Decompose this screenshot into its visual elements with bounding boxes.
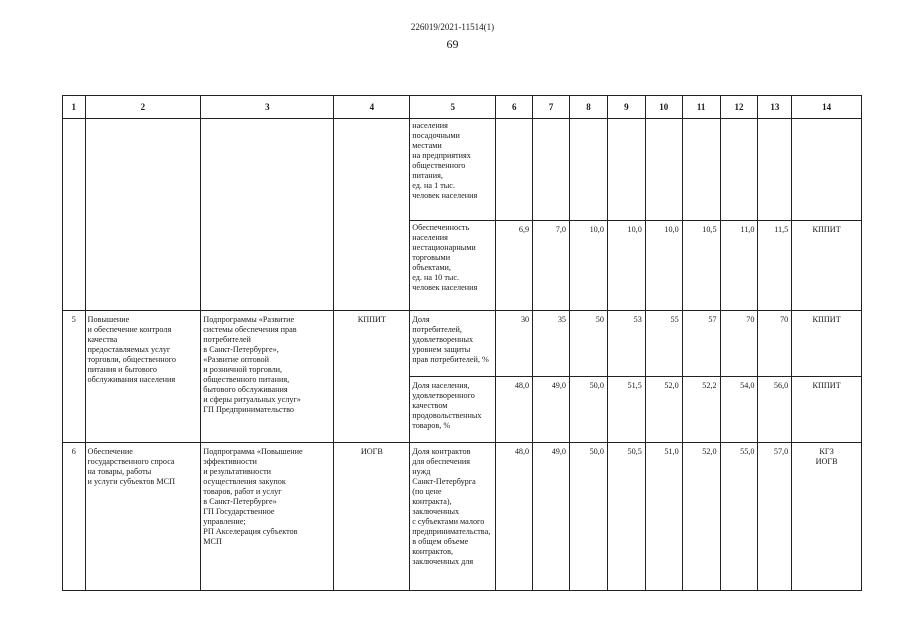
- cell-num: 5: [63, 311, 86, 443]
- col-header: 6: [496, 96, 533, 119]
- cell-num: [63, 119, 86, 311]
- cell-value: 49,0: [533, 443, 570, 591]
- cell-value: 50: [570, 311, 608, 377]
- table-row: [63, 119, 862, 221]
- cell-indicator: Доля населения, удовлетворенного качеством продовольственных товаров, %: [410, 377, 496, 443]
- cell-value: 70: [758, 311, 792, 377]
- col-header: 11: [682, 96, 720, 119]
- cell-indicator: населения посадочными местами на предприятиях общественного питания, ед. на 1 тыс. человек населения: [410, 119, 496, 221]
- col-header: 14: [792, 96, 862, 119]
- cell-value: 57,0: [758, 443, 792, 591]
- cell-value: 10,5: [682, 221, 720, 311]
- cell-responsible: КППИТ: [334, 311, 410, 443]
- cell-value: 52,2: [682, 377, 720, 443]
- cell-program: Подпрограммы «Развитие системы обеспечения прав потребителей в Санкт-Петербурге», «Развитие оптовой и розничной торговли, общественного питания, бытового обслуживания и сферы ритуальных услуг» ГП Предпринимательство: [201, 311, 334, 443]
- cell-value: 52,0: [645, 377, 682, 443]
- cell-value: 54,0: [720, 377, 758, 443]
- cell-indicator: Обеспеченность населения нестационарными торговыми объектами, ед. на 10 тыс. человек населения: [410, 221, 496, 311]
- cell-value: 70: [720, 311, 758, 377]
- cell-value: 10,0: [570, 221, 608, 311]
- col-header: 5: [410, 96, 496, 119]
- cell-value: 10,0: [645, 221, 682, 311]
- col-header: 12: [720, 96, 758, 119]
- table-row: [63, 311, 862, 377]
- col-header: 10: [645, 96, 682, 119]
- cell-indicator: Доля контрактов для обеспечения нужд Санкт-Петербурга (по цене контракта), заключенных с субъектами малого предпринимательства, в общем объеме контрактов, заключенных для: [410, 443, 496, 591]
- cell-value: 53: [607, 311, 645, 377]
- cell-value: 48,0: [496, 377, 533, 443]
- col-header: 2: [85, 96, 201, 119]
- document-id: 226019/2021-11514(1): [410, 22, 495, 32]
- col-header: 4: [334, 96, 410, 119]
- cell-value: 48,0: [496, 443, 533, 591]
- cell-responsible: ИОГВ: [334, 443, 410, 591]
- cell-num: 6: [63, 443, 86, 591]
- cell-executor: КППИТ: [792, 221, 862, 311]
- table-row: [63, 443, 862, 591]
- cell-value: 57: [682, 311, 720, 377]
- cell-value: 52,0: [682, 443, 720, 591]
- cell-value: 11,0: [720, 221, 758, 311]
- cell-value: 51,5: [607, 377, 645, 443]
- cell-value: 55,0: [720, 443, 758, 591]
- col-header: 9: [607, 96, 645, 119]
- cell-value: 49,0: [533, 377, 570, 443]
- cell-task: Обеспечение государственного спроса на товары, работы и услуги субъектов МСП: [85, 443, 201, 591]
- cell-value: 56,0: [758, 377, 792, 443]
- col-header: 8: [570, 96, 608, 119]
- cell-value: 6,9: [496, 221, 533, 311]
- cell-value: 10,0: [607, 221, 645, 311]
- cell-program: Подпрограмма «Повышение эффективности и результативности осуществления закупок товаров, работ и услуг в Санкт-Петербурге» ГП Государственное управление; РП Акселерация субъектов МСП: [201, 443, 334, 591]
- program-table: [62, 95, 862, 591]
- cell-value: 30: [496, 311, 533, 377]
- cell-responsible: [334, 119, 410, 311]
- cell-value: 11,5: [758, 221, 792, 311]
- cell-task: Повышение и обеспечение контроля качества предоставляемых услуг торговли, общественного питания и бытового обслуживания населения: [85, 311, 201, 443]
- col-header: 13: [758, 96, 792, 119]
- cell-task: [85, 119, 201, 311]
- page-number: 69: [446, 37, 459, 51]
- cell-indicator: Доля потребителей, удовлетворенных уровнем защиты прав потребителей, %: [410, 311, 496, 377]
- col-header: 1: [63, 96, 86, 119]
- cell-value: 50,0: [570, 377, 608, 443]
- cell-value: 55: [645, 311, 682, 377]
- header-row: [63, 96, 862, 119]
- cell-value: 50,5: [607, 443, 645, 591]
- cell-executor: КППИТ: [792, 377, 862, 443]
- col-header: 3: [201, 96, 334, 119]
- cell-value: 50,0: [570, 443, 608, 591]
- cell-value: 35: [533, 311, 570, 377]
- col-header: 7: [533, 96, 570, 119]
- cell-executor: КППИТ: [792, 311, 862, 377]
- cell-executor: КГЗ ИОГВ: [792, 443, 862, 591]
- cell-program: [201, 119, 334, 311]
- cell-value: 7,0: [533, 221, 570, 311]
- cell-value: 51,0: [645, 443, 682, 591]
